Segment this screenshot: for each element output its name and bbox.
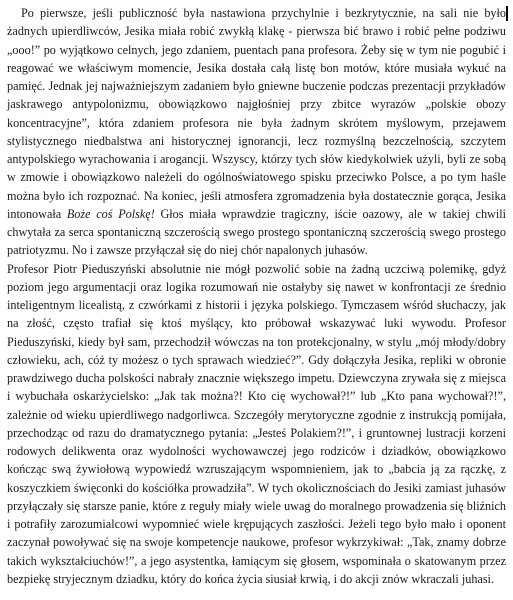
paragraph-2-text: Profesor Piotr Pieduszyński absolutnie nie mógł pozwolić sobie na żadną uczciwą polemikę, gdyż poziom jego argumentacji oraz logika rozumowań nie ostałyby się nawet w konfrontacji ze średnio inteligentnym licealistą, z czwórkami z historii i języka polskiego. Tymczasem wśród słuchaczy, jak na złość, często trafiał się ktoś myślący, kto próbował wskazywać luki wywodu. Profesor Pieduszyński, kiedy był sam, przechodził wówczas na ton protekcjonalny, w stylu „mój młody/dobry człowieku, ach, cóż ty możesz o tych sprawach wiedzieć?”. Gdy dołączyła Jesika, repliki w obronie prawdziwego ducha polskości nabrały znacznie większego impetu. Dziewczyna zrywała się z miejsca i wybuchała oskarżycielsko: „Jak tak można?! Kto cię wychował?!” lub „Kto pana wychował?!”, zależnie od wieku upierdliwego nadgorliwca. Szczegóły merytoryczne zgodnie z instrukcją pomijała, przechodząc od razu do dramatycznego pytania: „Jesteś Polakiem?!”, i gruntownej lustracji korzeni rodowych delikwenta oraz wydolności wychowawczej jego rodziców i dziadków, obowiązkowo kończąc swą żywiołową wypowiedź wzruszającym wspomnieniem, jak to „babcia ją za rączkę, z koszyczkiem święconki do kościółka prowadziła”. W tych okolicznościach do Jesiki zamiast juhasów przyłączały się starsze panie, które z reguły miały wiele uwag do moralnego prowadzenia się bliźnich i potrafiły zarozumialcowi wypomnieć wiele krępujących zaszłości. Jeżeli tego było mało i oponent zaczynał powoływać się na swoje kompetencje naukowe, profesor wykrzykiwał: „Tak, znamy dobrze takich wykształciuchów!”, a jego asystentka, łamiącym się głosem, wspominała o skatowanym przez bezpiekę stryjecznym dziadku, który do końca życia siusiał krwią, i do akcji znów wkraczali juhasi. (7, 261, 506, 586)
paragraph-1-song-title: Boże coś Polskę! (66, 206, 155, 221)
paragraph-1-text-start: Po pierwsze, jeśli publiczność była nastawiona przychylnie i bezkrytycznie, na sali nie było żadnych upierdliwców, Jesika miała robić zwykłą klakę - pierwsza bić brawo i robić pełne podziwu „ooo!” po wyjątkowo celnych, jego zdaniem, puentach pana profesora. Żeby się w tym nie pogubić i reagować we właściwym momencie, Jesika dostała całą listę bon motów, które musiała wykuć na pamięć. Jednak jej najważniejszym zadaniem było gniewne buczenie podczas prezentacji przykładów jaskrawego antypolonizmu, obowiązkowo najgłośniej przy zbitce wyrazów „polskie obozy koncentracyjne”, która zdaniem profesora nie była żadnym skrótem myślowym, przejawem stylistycznego niedbalstwa ani historycznej ignorancji, lecz rozmyślną bezczelnością, szczytem antypolskiego wyrachowania i arogancji. Wszyscy, którzy tych słów kiedykolwiek użyli, byli ze sobą w zmowie i obowiązkowo należeli do ogólnoświatowego spisku przeciwko Polsce, a po tym haśle można było ich rozpoznać. Na koniec, jeśli atmosfera zgromadzenia była dostatecznie gorąca, Jesika intonowała (7, 6, 506, 221)
paragraph-1-text-end: Głos miała wprawdzie tragiczny, iście oazowy, ale w takiej chwili chwytała za serca spontaniczną szczerością swego prostego spontaniczną szczerością swego prostego patriotyzmu. No i zawsze przyłączał się do niej chór napalonych juhasów. (7, 206, 507, 258)
paragraph-1 (7, 4, 506, 260)
text-cursor (506, 6, 508, 21)
paragraph-2 (7, 260, 506, 589)
